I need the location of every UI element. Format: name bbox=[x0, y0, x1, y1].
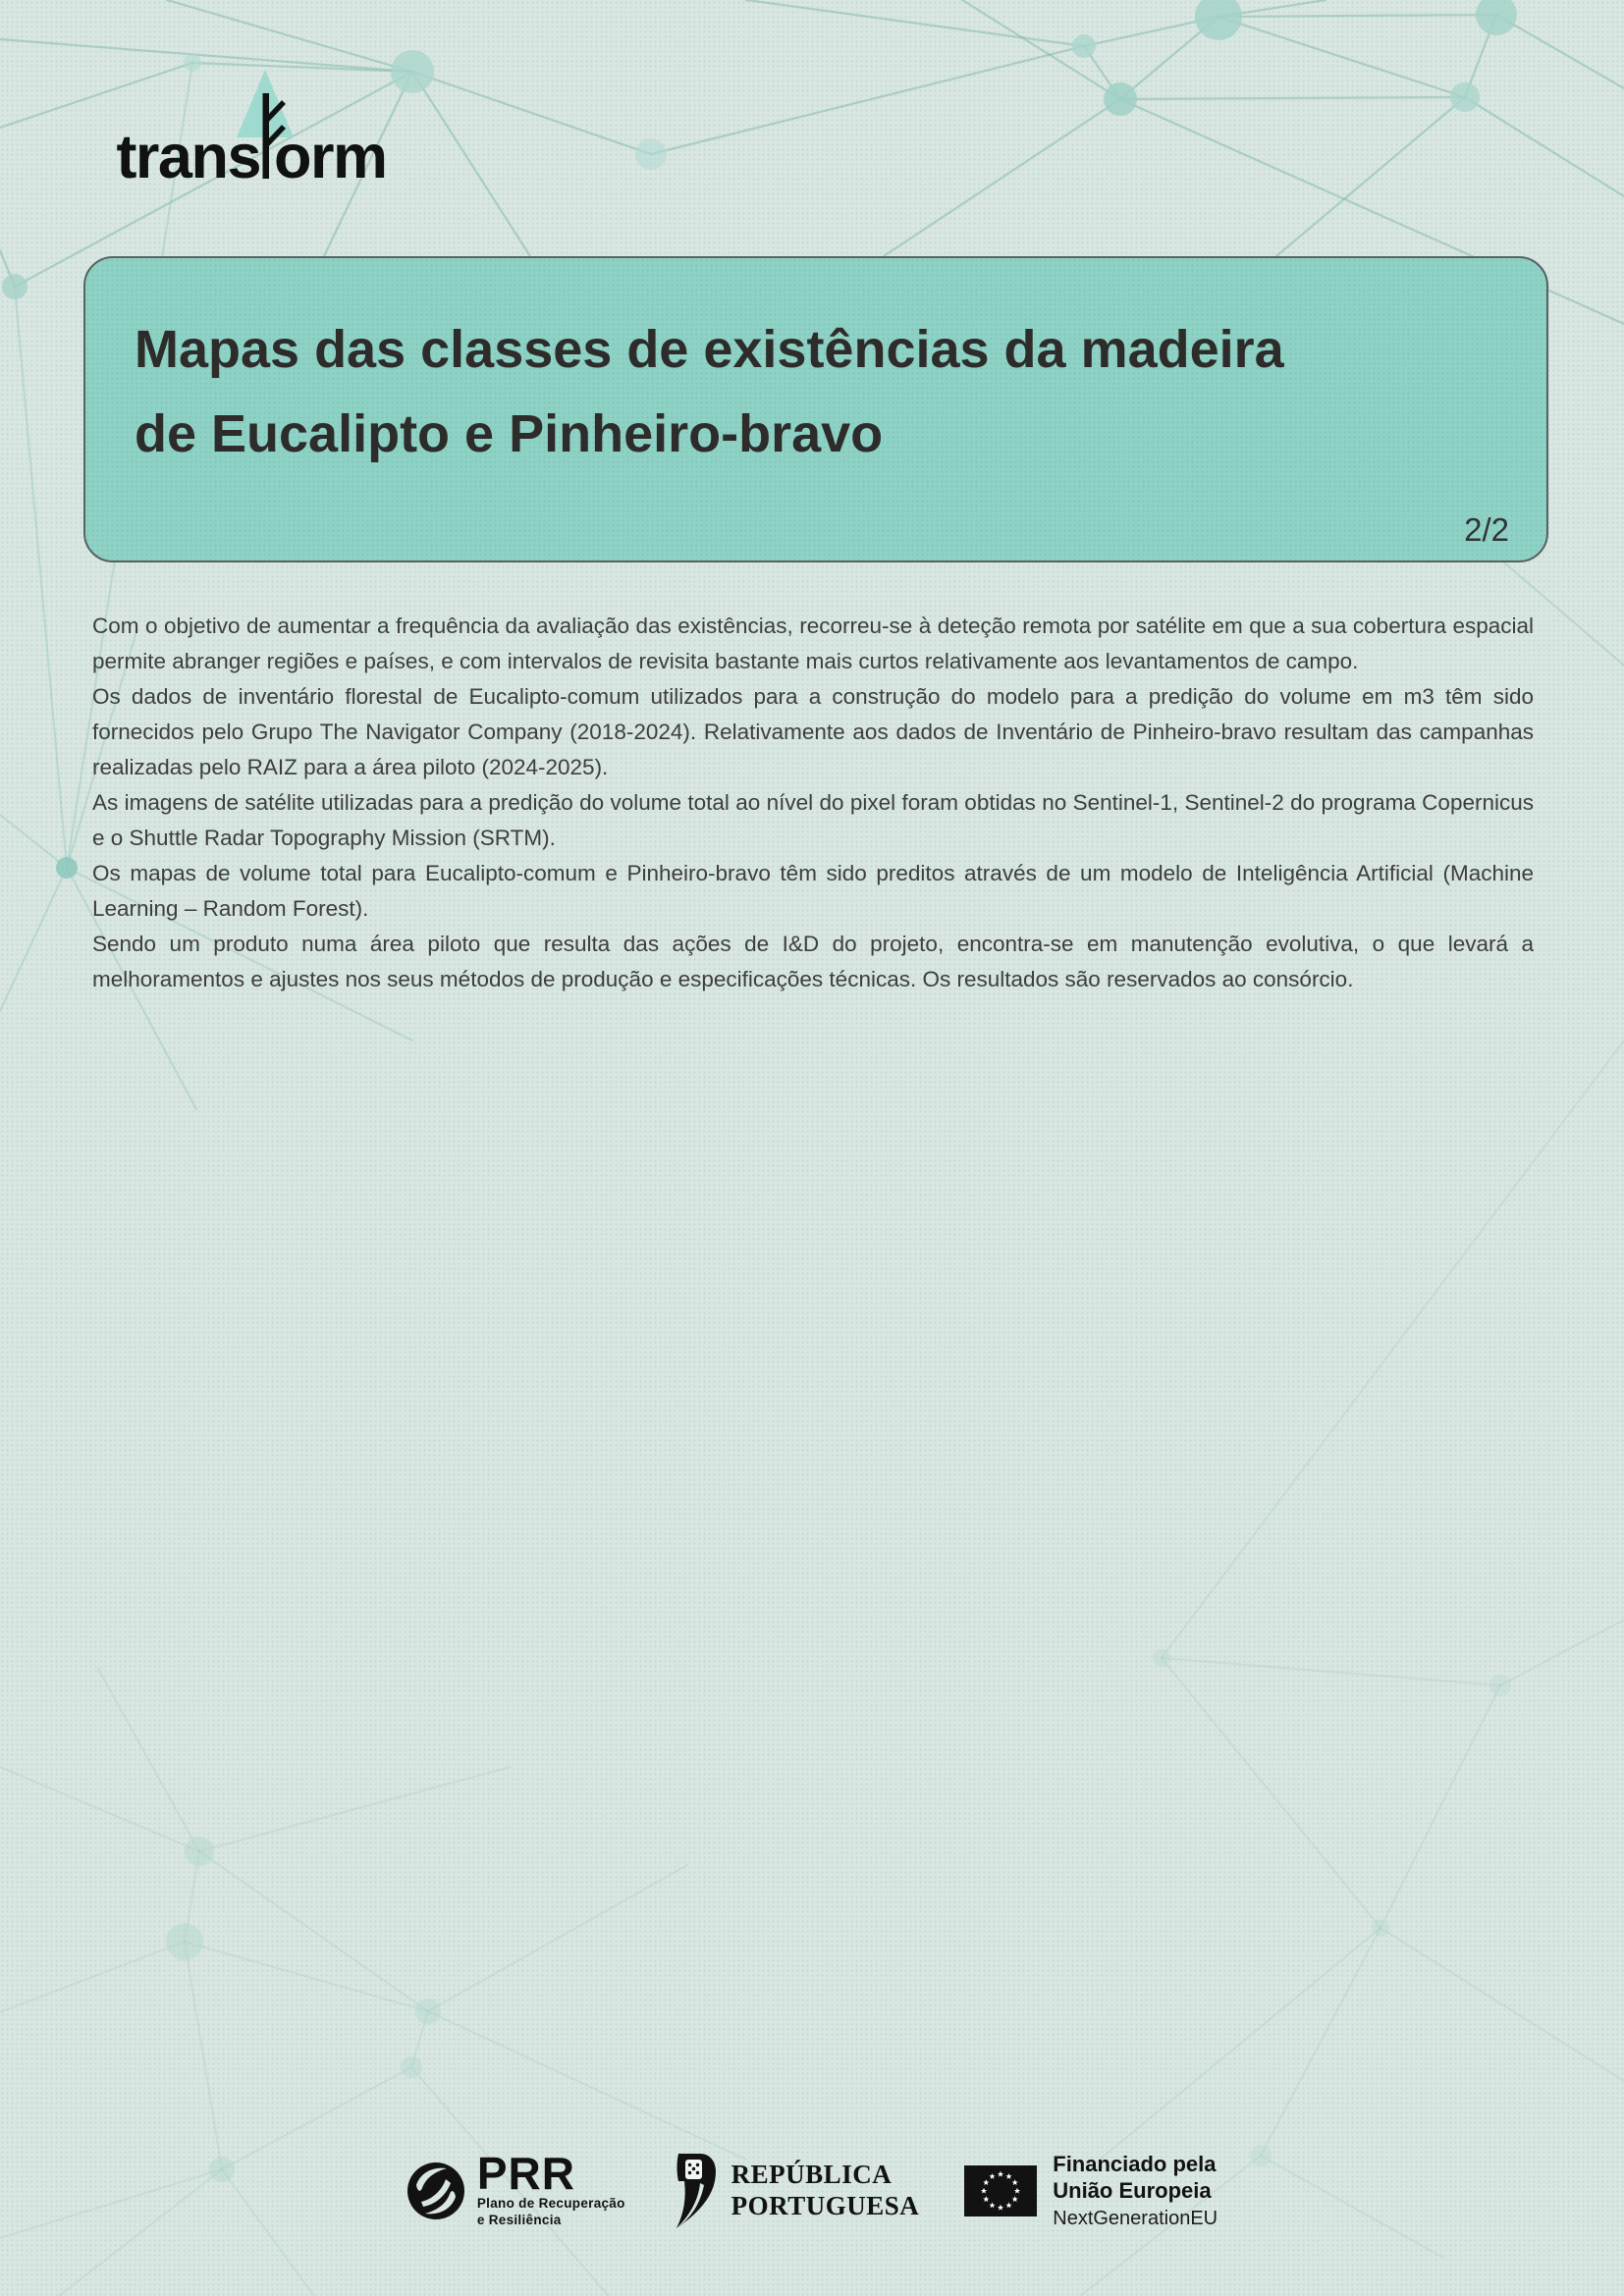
body-paragraph: Sendo um produto numa área piloto que resulta das ações de I&D do projeto, encontra-se em manutenção evolutiva, o que levará a melhoramentos e ajustes nos seus métodos de produção e especificações técnicas. Os resultados são reservados ao consórcio. bbox=[92, 932, 1534, 991]
prr-text bbox=[476, 2148, 625, 2228]
eu-funded-line-2: União Europeia bbox=[1053, 2177, 1212, 2203]
eu-flag-icon bbox=[964, 2165, 1037, 2216]
republica-line-1: REPÚBLICA bbox=[731, 2159, 893, 2189]
eu-text bbox=[1053, 2152, 1218, 2230]
transform-logo bbox=[96, 44, 509, 191]
page-title-line-2: de Eucalipto e Pinheiro-bravo bbox=[135, 404, 884, 463]
body-paragraph: As imagens de satélite utilizadas para a predição do volume total ao nível do pixel foram obtidas no Sentinel-1, Sentinel-2 do programa Copernicus e o Shuttle Radar Topography Mission (SRTM). bbox=[92, 790, 1534, 850]
prr-acronym: PRR bbox=[476, 2148, 575, 2200]
footer bbox=[0, 2148, 1624, 2230]
republica-icon bbox=[671, 2154, 718, 2228]
body-text bbox=[92, 609, 1534, 997]
logo-text-post: orm bbox=[274, 123, 387, 191]
prr-logo bbox=[406, 2148, 625, 2228]
logo-text-pre: trans bbox=[116, 123, 260, 191]
page-title bbox=[85, 258, 1546, 476]
republica-text bbox=[731, 2160, 920, 2222]
body-paragraph: Os mapas de volume total para Eucalipto-comum e Pinheiro-bravo têm sido preditos através de um modelo de Inteligência Artificial (Machine Learning – Random Forest). bbox=[92, 861, 1534, 921]
prr-tagline-line-1: Plano de Recuperação bbox=[476, 2195, 625, 2211]
body-paragraph: Com o objetivo de aumentar a frequência da avaliação das existências, recorreu-se à deteção remota por satélite em que a sua cobertura espacial permite abranger regiões e países, e com intervalos de revisita bastante mais curtos relativamente aos levantamentos de campo. bbox=[92, 614, 1534, 673]
republica-portuguesa-logo bbox=[671, 2154, 920, 2228]
page-title-line-1: Mapas das classes de existências da madeira bbox=[135, 320, 1284, 379]
eu-funded-line-1: Financiado pela bbox=[1053, 2152, 1217, 2176]
prr-tagline-line-2: e Resiliência bbox=[476, 2212, 562, 2227]
prr-icon bbox=[406, 2162, 465, 2220]
body-paragraph: Os dados de inventário florestal de Eucalipto-comum utilizados para a construção do modelo para a predição do volume em m3 têm sido fornecidos pelo Grupo The Navigator Company (2018-2024). Relativamente aos dados de Inventário de Pinheiro-bravo resultam das campanhas realizadas pelo RAIZ para a área piloto (2024-2025). bbox=[92, 684, 1534, 779]
eu-funding-logo bbox=[964, 2152, 1218, 2230]
title-card bbox=[83, 256, 1548, 562]
republica-line-2: PORTUGUESA bbox=[731, 2190, 920, 2220]
eu-program: NextGenerationEU bbox=[1053, 2207, 1218, 2229]
page-number: 2/2 bbox=[1464, 511, 1509, 548]
